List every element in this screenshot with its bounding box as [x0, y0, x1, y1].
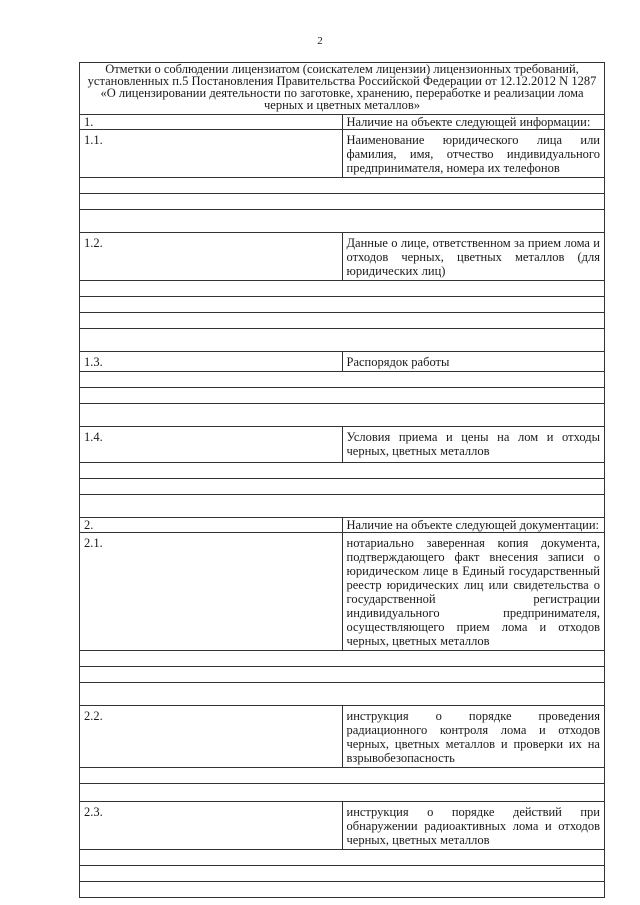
item-number: 2.3. — [80, 802, 343, 850]
item-row — [80, 352, 605, 372]
blank-cell[interactable] — [80, 651, 605, 667]
blank-row — [80, 281, 605, 297]
spacer-row — [80, 404, 605, 427]
blank-cell[interactable] — [80, 784, 605, 802]
item-number: 2.1. — [80, 533, 343, 651]
blank-row — [80, 372, 605, 388]
spacer-row — [80, 784, 605, 802]
blank-row — [80, 313, 605, 329]
item-number: 1.3. — [80, 352, 343, 372]
blank-cell[interactable] — [80, 313, 605, 329]
blank-cell[interactable] — [80, 479, 605, 495]
item-text: инструкция о порядке проведения радиационного контроля лома и отходов черных, цветных металлов и проверки их на взрывобезопасность — [342, 706, 605, 768]
item-row — [80, 130, 605, 178]
blank-row — [80, 178, 605, 194]
blank-cell[interactable] — [80, 210, 605, 233]
section-number: 2. — [80, 518, 343, 533]
blank-cell[interactable] — [80, 667, 605, 683]
item-row — [80, 706, 605, 768]
blank-cell[interactable] — [80, 372, 605, 388]
blank-cell[interactable] — [80, 850, 605, 866]
blank-cell[interactable] — [80, 495, 605, 518]
blank-cell[interactable] — [80, 768, 605, 784]
section-row — [80, 115, 605, 130]
item-row — [80, 533, 605, 651]
section-number: 1. — [80, 115, 343, 130]
item-row — [80, 233, 605, 281]
blank-cell[interactable] — [80, 463, 605, 479]
table-header-row — [80, 63, 605, 115]
blank-row — [80, 479, 605, 495]
spacer-row — [80, 210, 605, 233]
item-number: 1.2. — [80, 233, 343, 281]
blank-cell[interactable] — [80, 329, 605, 352]
item-text: Наименование юридического лица или фамилия, имя, отчество индивидуального предпринимателя, номера их телефонов — [342, 130, 605, 178]
item-number: 1.4. — [80, 427, 343, 463]
blank-row — [80, 768, 605, 784]
spacer-row — [80, 683, 605, 706]
blank-cell[interactable] — [80, 683, 605, 706]
blank-row — [80, 850, 605, 866]
blank-cell[interactable] — [80, 882, 605, 898]
item-row — [80, 802, 605, 850]
section-title: Наличие на объекте следующей информации: — [342, 115, 605, 130]
item-text: Данные о лице, ответственном за прием лома и отходов черных, цветных металлов (для юридических лиц) — [342, 233, 605, 281]
item-text: нотариально заверенная копия документа, подтверждающего факт внесения записи о юридическом лице в Единый государственный реестр юридических лиц или свидетельства о государственной регистрации индивидуального предпринимателя, осуществляющего прием лома и отходов черных, цветных металлов — [342, 533, 605, 651]
blank-row — [80, 388, 605, 404]
item-text: инструкция о порядке действий при обнаружении радиоактивных лома и отходов черных, цветных металлов — [342, 802, 605, 850]
blank-row — [80, 297, 605, 313]
item-text: Условия приема и цены на лом и отходы черных, цветных металлов — [342, 427, 605, 463]
section-row — [80, 518, 605, 533]
page-number: 2 — [317, 35, 323, 47]
table-header: Отметки о соблюдении лицензиатом (соискателем лицензии) лицензионных требований, установленных п.5 Постановления Правительства Российской Федерации от 12.12.2012 N 1287 «О лицензировании деятельности по заготовке, хранению, переработке и реализации лома черных и цветных металлов» — [80, 63, 605, 115]
item-number: 1.1. — [80, 130, 343, 178]
blank-row — [80, 651, 605, 667]
blank-cell[interactable] — [80, 178, 605, 194]
spacer-row — [80, 495, 605, 518]
blank-row — [80, 194, 605, 210]
blank-cell[interactable] — [80, 866, 605, 882]
spacer-row — [80, 329, 605, 352]
blank-row — [80, 463, 605, 479]
blank-row — [80, 667, 605, 683]
license-requirements-table — [79, 62, 605, 898]
item-row — [80, 427, 605, 463]
blank-cell[interactable] — [80, 297, 605, 313]
blank-cell[interactable] — [80, 194, 605, 210]
item-number: 2.2. — [80, 706, 343, 768]
blank-row — [80, 882, 605, 898]
blank-row — [80, 866, 605, 882]
section-title: Наличие на объекте следующей документации: — [342, 518, 605, 533]
blank-cell[interactable] — [80, 404, 605, 427]
item-text: Распорядок работы — [342, 352, 605, 372]
blank-cell[interactable] — [80, 281, 605, 297]
blank-cell[interactable] — [80, 388, 605, 404]
